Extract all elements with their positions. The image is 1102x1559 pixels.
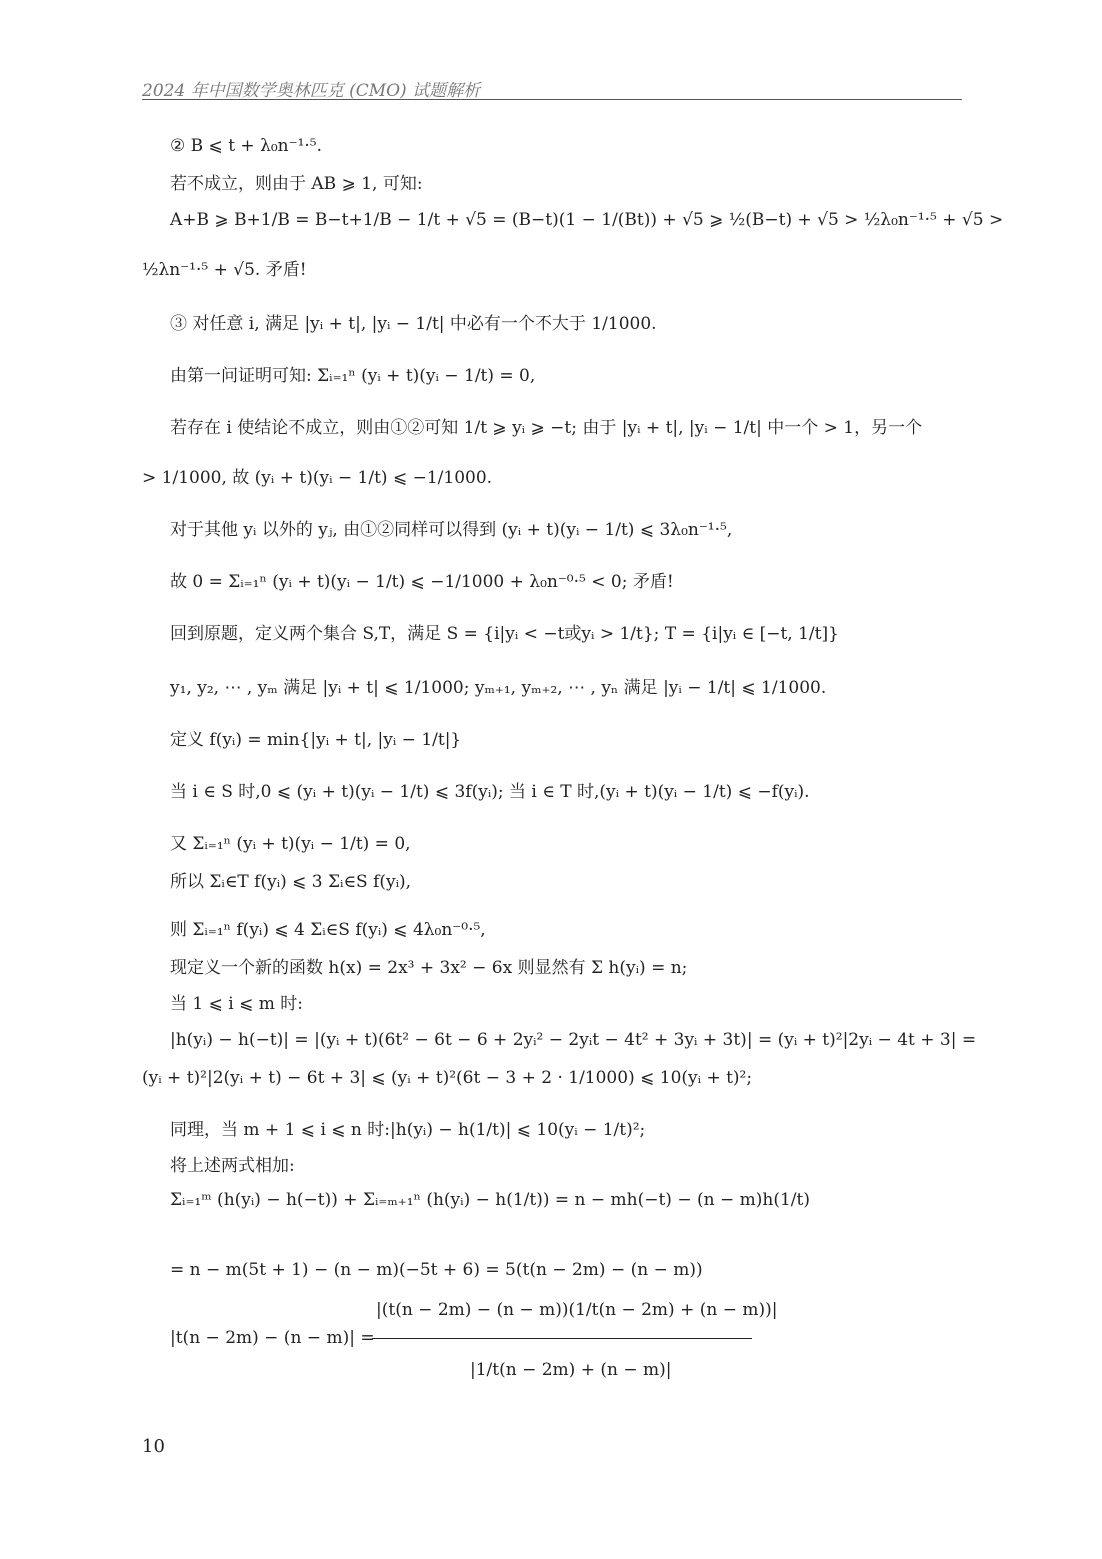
fraction-denominator: |1/t(n − 2m) + (n − m)| [470, 1360, 672, 1380]
text-line: y₁, y₂, ⋯ , yₘ 满足 |yᵢ + t| ⩽ 1/1000; yₘ₊₁, yₘ₊₂, ⋯ , yₙ 满足 |yᵢ − 1/t| ⩽ 1/1000. [170, 678, 827, 698]
contradiction-line: ½λn⁻¹·⁵ + √5. 矛盾! [142, 260, 307, 280]
condition-3-line: ③ 对任意 i, 满足 |yᵢ + t|, |yᵢ − 1/t| 中必有一个不大于 1/1000. [170, 314, 657, 334]
text-line: 回到原题，定义两个集合 S,T，满足 S = {i|yᵢ < −t或yᵢ > 1/t}; T = {i|yᵢ ∈ [−t, 1/t]} [170, 624, 839, 644]
text-line: 当 i ∈ S 时,0 ⩽ (yᵢ + t)(yᵢ − 1/t) ⩽ 3f(yᵢ); 当 i ∈ T 时,(yᵢ + t)(yᵢ − 1/t) ⩽ −f(yᵢ). [170, 782, 810, 802]
condition-2-line: ② B ⩽ t + λ₀n⁻¹·⁵. [170, 136, 323, 156]
fraction-bar [372, 1338, 752, 1339]
text-line: (yᵢ + t)²|2(yᵢ + t) − 6t + 3| ⩽ (yᵢ + t)²(6t − 3 + 2 · 1/1000) ⩽ 10(yᵢ + t)²; [142, 1068, 753, 1088]
text-line: 所以 Σᵢ∈T f(yᵢ) ⩽ 3 Σᵢ∈S f(yᵢ), [170, 872, 412, 892]
inequality-line: A+B ⩾ B+1/B = B−t+1/B − 1/t + √5 = (B−t)(1 − 1/(Bt)) + √5 ⩾ ½(B−t) + √5 > ½λ₀n⁻¹·⁵ + √5 > [170, 210, 1004, 230]
running-header: 2024 年中国数学奥林匹克 (CMO) 试题解析 [142, 81, 481, 101]
text-line: 若存在 i 使结论不成立，则由①②可知 1/t ⩾ yᵢ ⩾ −t; 由于 |yᵢ + t|, |yᵢ − 1/t| 中一个 > 1，另一个 [170, 418, 923, 438]
text-line: 对于其他 yᵢ 以外的 yⱼ, 由①②同样可以得到 (yᵢ + t)(yᵢ − 1/t) ⩽ 3λ₀n⁻¹·⁵, [170, 520, 733, 540]
text-line: 当 1 ⩽ i ⩽ m 时: [170, 994, 304, 1014]
text-line: 定义 f(yᵢ) = min{|yᵢ + t|, |yᵢ − 1/t|} [170, 730, 462, 750]
fraction-lhs: |t(n − 2m) − (n − m)| = [170, 1328, 375, 1348]
text-line: Σᵢ₌₁ᵐ (h(yᵢ) − h(−t)) + Σᵢ₌ₘ₊₁ⁿ (h(yᵢ) − h(1/t)) = n − mh(−t) − (n − m)h(1/t) [170, 1190, 810, 1210]
text-line: 则 Σᵢ₌₁ⁿ f(yᵢ) ⩽ 4 Σᵢ∈S f(yᵢ) ⩽ 4λ₀n⁻⁰·⁵, [170, 920, 486, 940]
text-line: |h(yᵢ) − h(−t)| = |(yᵢ + t)(6t² − 6t − 6 + 2yᵢ² − 2yᵢt − 4t² + 3yᵢ + 3t)| = (yᵢ + t)²|2yᵢ − 4t + 3| = [170, 1030, 977, 1050]
page-number: 10 [142, 1436, 165, 1457]
text-line: 现定义一个新的函数 h(x) = 2x³ + 3x² − 6x 则显然有 Σ h(yᵢ) = n; [170, 958, 688, 978]
text-line: > 1/1000, 故 (yᵢ + t)(yᵢ − 1/t) ⩽ −1/1000. [142, 468, 493, 488]
text-line: 若不成立，则由于 AB ⩾ 1, 可知: [170, 174, 423, 194]
text-line: 同理，当 m + 1 ⩽ i ⩽ n 时:|h(yᵢ) − h(1/t)| ⩽ 10(yᵢ − 1/t)²; [170, 1120, 646, 1140]
text-line: 将上述两式相加: [170, 1156, 295, 1176]
text-line: 又 Σᵢ₌₁ⁿ (yᵢ + t)(yᵢ − 1/t) = 0, [170, 834, 411, 854]
fraction-numerator: |(t(n − 2m) − (n − m))(1/t(n − 2m) + (n − m))| [376, 1300, 778, 1320]
text-line: 故 0 = Σᵢ₌₁ⁿ (yᵢ + t)(yᵢ − 1/t) ⩽ −1/1000 + λ₀n⁻⁰·⁵ < 0; 矛盾! [170, 572, 674, 592]
text-line: = n − m(5t + 1) − (n − m)(−5t + 6) = 5(t(n − 2m) − (n − m)) [170, 1260, 703, 1280]
text-line: 由第一问证明可知: Σᵢ₌₁ⁿ (yᵢ + t)(yᵢ − 1/t) = 0, [170, 366, 536, 386]
header-rule [142, 99, 962, 100]
